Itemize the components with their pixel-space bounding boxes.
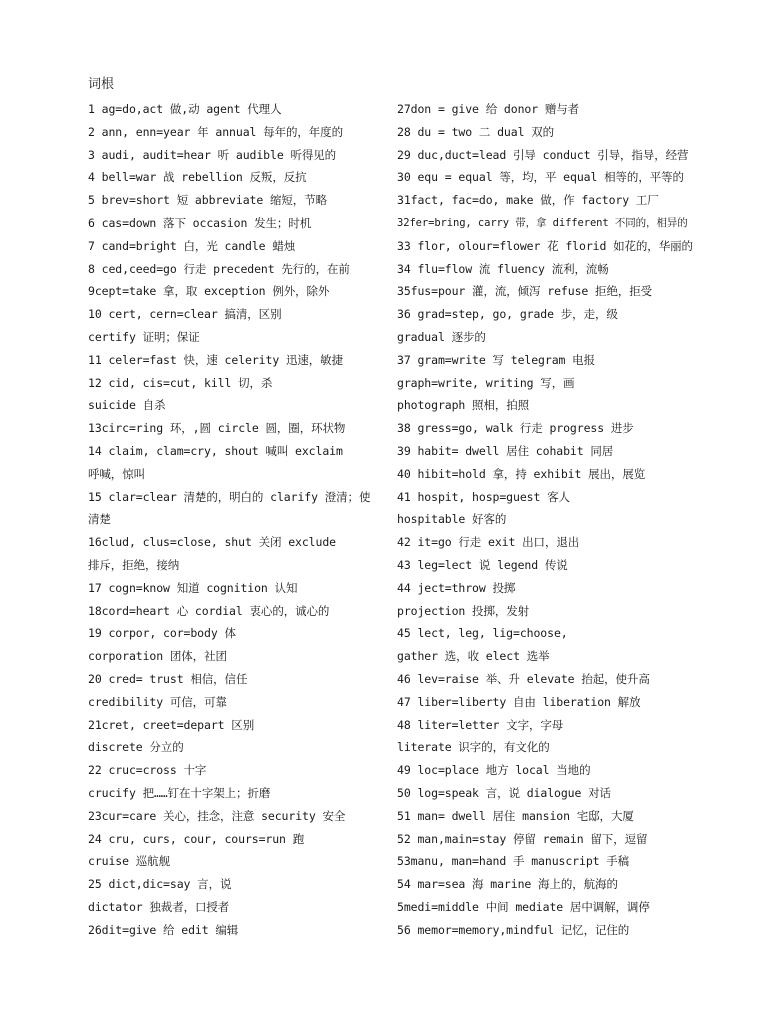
left-entry-line: 19 corpor, cor=body 体 (88, 626, 236, 641)
right-entry-line: gather 选，收 elect 选举 (397, 649, 550, 664)
left-entry-line: 21cret, creet=depart 区别 (88, 717, 255, 732)
right-entry-line: gradual 逐步的 (397, 329, 486, 344)
right-entry-line: 29 duc,duct=lead 引导 conduct 引导，指导，经营 (397, 147, 689, 162)
right-entry-line: 39 habit= dwell 居住 cohabit 同居 (397, 443, 614, 458)
left-entry-line: 20 cred= trust 相信，信任 (88, 671, 248, 686)
left-entry-line: 4 bell=war 战 rebellion 反叛，反抗 (88, 170, 307, 185)
right-entry-line: 32fer=bring, carry 带，拿 different 不同的，相异的 (397, 216, 688, 229)
left-entry-line: 25 dict,dic=say 言，说 (88, 877, 232, 892)
right-entry-line: 34 flu=flow 流 fluency 流利，流畅 (397, 261, 609, 276)
left-entry-line: 呼喊，惊叫 (88, 466, 145, 481)
left-entry-line: 10 cert, cern=clear 搞清，区别 (88, 307, 282, 322)
right-entry-line: 42 it=go 行走 exit 出口，退出 (397, 535, 580, 550)
right-entry-line: 49 loc=place 地方 local 当地的 (397, 763, 591, 778)
right-entry-line: 56 memor=memory,mindful 记忆，记住的 (397, 922, 630, 937)
right-entry-line: 36 grad=step, go, grade 步，走，级 (397, 307, 618, 322)
right-entry-line: 28 du = two 二 dual 双的 (397, 124, 555, 139)
left-entry-line: 24 cru, curs, cour, cours=run 跑 (88, 831, 305, 846)
left-entry-line: 14 claim, clam=cry, shout 喊叫 exclaim (88, 443, 343, 458)
right-entry-line: 45 lect, leg, lig=choose, (397, 626, 568, 641)
left-entry-line: 15 clar=clear 清楚的，明白的 clarify 澄清；使 (88, 489, 371, 504)
left-entry-line: 16clud, clus=close, shut 关闭 exclude (88, 535, 336, 550)
right-entry-line: 47 liber=liberty 自由 liberation 解放 (397, 694, 641, 709)
right-entry-line: projection 投掷，发射 (397, 603, 530, 618)
left-entry-line: 7 cand=bright 白，光 candle 蜡烛 (88, 238, 296, 253)
left-entry-line: 17 cogn=know 知道 cognition 认知 (88, 580, 298, 595)
left-entry-line: 5 brev=short 短 abbreviate 缩短，节略 (88, 193, 327, 208)
right-entry-line: hospitable 好客的 (397, 512, 507, 527)
left-entry-line: 11 celer=fast 快，速 celerity 迅速，敏捷 (88, 352, 343, 367)
left-entry-line: 1 ag=do,act 做,动 agent 代理人 (88, 102, 282, 116)
left-column (88, 98, 378, 941)
right-entry-line: 44 ject=throw 投掷 (397, 580, 516, 595)
right-entry-line: graph=write, writing 写，画 (397, 375, 575, 390)
left-entry-line: 23cur=care 关心，挂念，注意 security 安全 (88, 808, 346, 823)
left-entry-line: 13circ=ring 环，,圆 circle 圆，圈，环状物 (88, 421, 346, 436)
right-entry-line: literate 识字的，有文化的 (397, 740, 550, 755)
left-entry-line: 18cord=heart 心 cordial 衷心的，诚心的 (88, 603, 330, 618)
left-entry-line: 8 ced,ceed=go 行走 precedent 先行的，在前 (88, 261, 350, 276)
left-entry-line: 22 cruc=cross 十字 (88, 763, 207, 778)
left-entry-line: cruise 巡航舰 (88, 854, 170, 869)
right-column (397, 98, 697, 941)
right-entry-line: 51 man= dwell 居住 mansion 宅邸，大厦 (397, 808, 634, 823)
right-entry-line: 52 man,main=stay 停留 remain 留下，逗留 (397, 831, 648, 846)
left-entry-line: 2 ann, enn=year 年 annual 每年的，年度的 (88, 124, 343, 139)
right-entry-line: 46 lev=raise 举、升 elevate 抬起，使升高 (397, 671, 650, 686)
left-entry-line: corporation 团体，社团 (88, 649, 227, 664)
left-entry-line: 清楚 (88, 512, 111, 527)
left-entry-line: 12 cid, cis=cut, kill 切，杀 (88, 375, 273, 390)
left-entry-line: certify 证明；保证 (88, 329, 200, 344)
right-entry-line: 30 equ = equal 等，均，平 equal 相等的，平等的 (397, 170, 684, 185)
right-entry-line: 27don = give 给 donor 赠与者 (397, 102, 580, 116)
right-entry-line: 31fact, fac=do, make 做，作 factory 工厂 (397, 193, 659, 208)
right-entry-line: 54 mar=sea 海 marine 海上的，航海的 (397, 877, 618, 892)
left-entry-line: 6 cas=down 落下 occasion 发生；时机 (88, 215, 312, 230)
left-entry-line: 26dit=give 给 edit 编辑 (88, 922, 239, 937)
right-entry-line: 53manu, man=hand 手 manuscript 手稿 (397, 854, 630, 869)
right-entry-line: photograph 照相，拍照 (397, 398, 530, 413)
left-entry-line: crucify 把……钉在十字架上；折磨 (88, 785, 271, 800)
right-entry-line: 35fus=pour 灌，流，倾泻 refuse 拒绝，拒受 (397, 284, 653, 299)
right-entry-line: 43 leg=lect 说 legend 传说 (397, 557, 568, 572)
left-entry-line: 9cept=take 拿，取 exception 例外，除外 (88, 284, 330, 299)
right-entry-line: 48 liter=letter 文字，字母 (397, 717, 564, 732)
left-entry-line: dictator 独裁者，口授者 (88, 899, 230, 914)
left-entry-line: suicide 自杀 (88, 398, 166, 413)
left-entry-line: 3 audi, audit=hear 听 audible 听得见的 (88, 147, 337, 162)
left-entry-line: 排斥，拒绝，接纳 (88, 557, 180, 572)
right-entry-line: 41 hospit, hosp=guest 客人 (397, 489, 570, 504)
left-entry-line: credibility 可信，可靠 (88, 694, 227, 709)
left-entry-line: discrete 分立的 (88, 740, 184, 755)
right-entry-line: 5medi=middle 中间 mediate 居中调解，调停 (397, 899, 650, 914)
right-entry-line: 33 flor, olour=flower 花 florid 如花的，华丽的 (397, 238, 693, 253)
right-entry-line: 40 hibit=hold 拿，持 exhibit 展出，展览 (397, 466, 646, 481)
right-entry-line: 38 gress=go, walk 行走 progress 进步 (397, 421, 634, 436)
right-entry-line: 50 log=speak 言，说 dialogue 对话 (397, 785, 611, 800)
right-entry-line: 37 gram=write 写 telegram 电报 (397, 352, 595, 367)
document-title: 词根 (88, 77, 115, 92)
